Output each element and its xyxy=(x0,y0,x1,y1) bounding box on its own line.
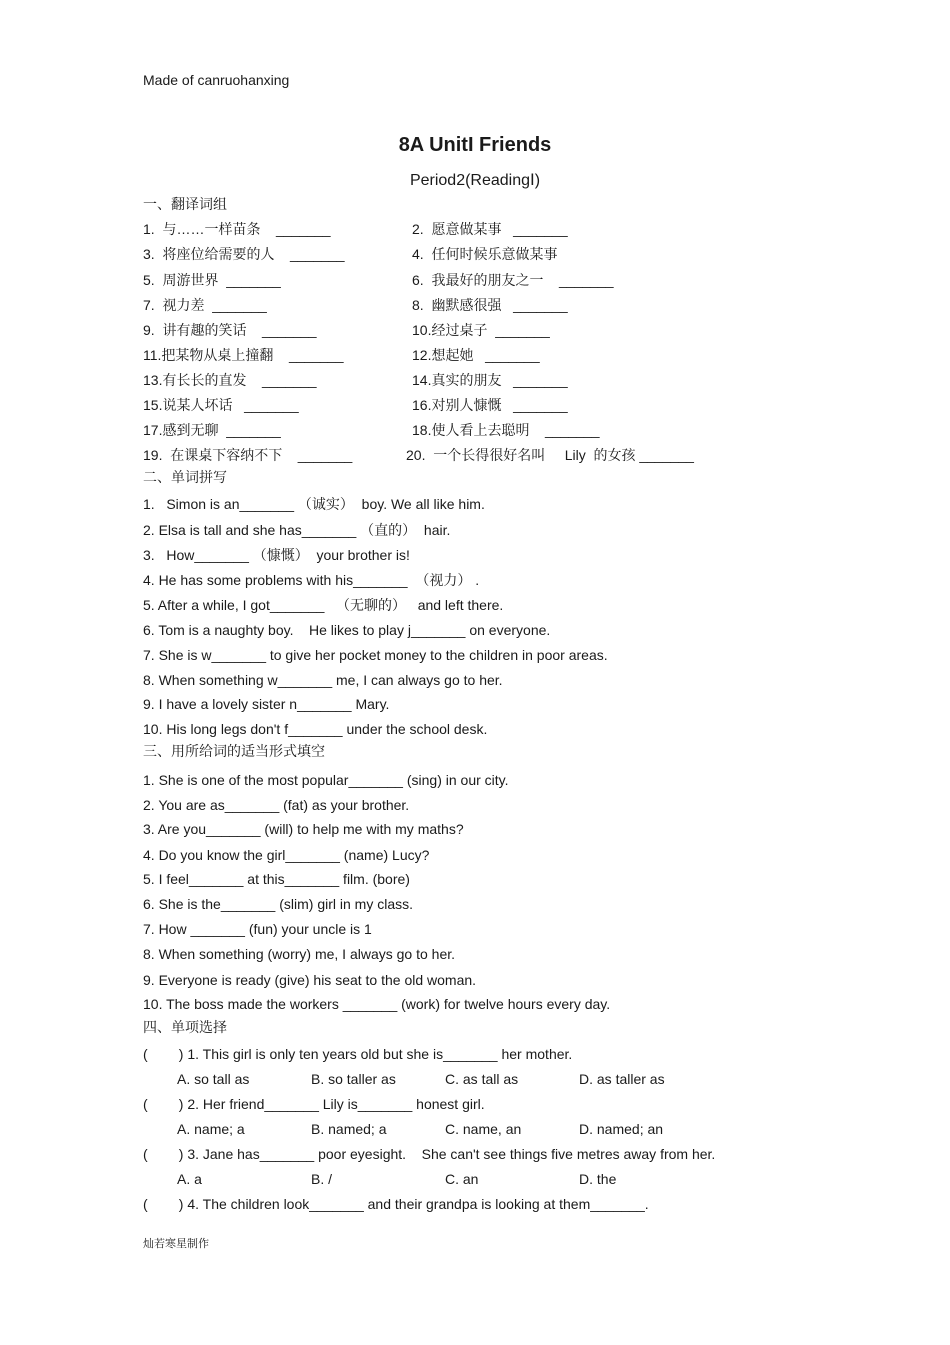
option-d: D. as taller as xyxy=(579,1071,665,1087)
spelling-item: 2. Elsa is tall and she has_______ （直的） hair. xyxy=(143,522,451,538)
phrase-item: 19. 在课桌下容纳不下 _______ xyxy=(143,447,353,463)
phrase-item: 17.感到无聊 _______ xyxy=(143,422,281,438)
phrase-item: 15.说某人坏话 _______ xyxy=(143,397,299,413)
word-form-item: 6. She is the_______ (slim) girl in my class. xyxy=(143,896,413,912)
phrase-item: 1. 与……一样苗条 _______ xyxy=(143,221,331,237)
spelling-item: 9. I have a lovely sister n_______ Mary. xyxy=(143,696,390,712)
section-heading-translate: 一、翻译词组 xyxy=(143,196,227,212)
section-heading-multiple-choice: 四、单项选择 xyxy=(143,1019,227,1035)
option-b: B. named; a xyxy=(311,1121,387,1137)
option-c: C. name, an xyxy=(445,1121,522,1137)
phrase-item: 18.使人看上去聪明 _______ xyxy=(412,422,600,438)
phrase-item: 13.有长长的直发 _______ xyxy=(143,372,317,388)
spelling-item: 6. Tom is a naughty boy. He likes to play j_______ on everyone. xyxy=(143,622,551,638)
phrase-item: 4. 任何时候乐意做某事 xyxy=(412,246,558,262)
page-footer: 灿若寒星制作 xyxy=(143,1237,209,1250)
phrase-item: 14.真实的朋友 _______ xyxy=(412,372,568,388)
word-form-item: 2. You are as_______ (fat) as your brother. xyxy=(143,797,410,813)
option-b: B. / xyxy=(311,1171,333,1187)
phrase-item: 11.把某物从桌上撞翻 _______ xyxy=(143,347,344,363)
option-a: A. name; a xyxy=(177,1121,245,1137)
phrase-item: 5. 周游世界 _______ xyxy=(143,272,281,288)
section-heading-spelling: 二、单词拼写 xyxy=(143,469,227,485)
document-title: 8A UnitI Friends xyxy=(398,134,552,156)
option-a: A. a xyxy=(177,1171,202,1187)
phrase-item: 20. 一个长得很好名叫 Lily 的女孩 _______ xyxy=(406,447,694,463)
phrase-item: 9. 讲有趣的笑话 _______ xyxy=(143,322,317,338)
spelling-item: 1. Simon is an_______ （诚实） boy. We all like him. xyxy=(143,496,485,512)
word-form-item: 9. Everyone is ready (give) his seat to the old woman. xyxy=(143,972,477,988)
word-form-item: 3. Are you_______ (will) to help me with my maths? xyxy=(143,821,464,837)
question-text: ( ) 2. Her friend_______ Lily is_______ honest girl. xyxy=(143,1096,485,1112)
phrase-item: 2. 愿意做某事 _______ xyxy=(412,221,568,237)
option-b: B. so taller as xyxy=(311,1071,396,1087)
option-d: D. the xyxy=(579,1171,617,1187)
word-form-item: 1. She is one of the most popular_______ (sing) in our city. xyxy=(143,772,509,788)
phrase-item: 16.对别人慷慨 _______ xyxy=(412,397,568,413)
phrase-item: 12.想起她 _______ xyxy=(412,347,540,363)
phrase-item: 10.经过桌子 _______ xyxy=(412,322,550,338)
document-subtitle: Period2(ReadingⅠ) xyxy=(409,172,541,189)
option-a: A. so tall as xyxy=(177,1071,250,1087)
word-form-item: 4. Do you know the girl_______ (name) Lucy? xyxy=(143,847,430,863)
phrase-item: 6. 我最好的朋友之一 _______ xyxy=(412,272,614,288)
page-header: Made of canruohanxing xyxy=(143,72,290,88)
word-form-item: 5. I feel_______ at this_______ film. (bore) xyxy=(143,871,410,887)
spelling-item: 3. How_______ （慷慨） your brother is! xyxy=(143,547,410,563)
option-c: C. as tall as xyxy=(445,1071,519,1087)
word-form-item: 8. When something (worry) me, I always go to her. xyxy=(143,946,456,962)
spelling-item: 7. She is w_______ to give her pocket money to the children in poor areas. xyxy=(143,647,608,663)
word-form-item: 10. The boss made the workers _______ (work) for twelve hours every day. xyxy=(143,996,611,1012)
spelling-item: 5. After a while, I got_______ （无聊的） and left there. xyxy=(143,597,504,613)
word-form-item: 7. How _______ (fun) your uncle is 1 xyxy=(143,921,372,937)
spelling-item: 10. His long legs don't f_______ under the school desk. xyxy=(143,721,488,737)
phrase-item: 8. 幽默感很强 _______ xyxy=(412,297,568,313)
spelling-item: 8. When something w_______ me, I can always go to her. xyxy=(143,672,503,688)
option-c: C. an xyxy=(445,1171,479,1187)
question-text: ( ) 1. This girl is only ten years old but she is_______ her mother. xyxy=(143,1046,573,1062)
section-heading-word-forms: 三、用所给词的适当形式填空 xyxy=(143,743,325,759)
phrase-item: 3. 将座位给需要的人 _______ xyxy=(143,246,345,262)
phrase-item: 7. 视力差 _______ xyxy=(143,297,267,313)
question-text: ( ) 4. The children look_______ and their grandpa is looking at them_______. xyxy=(143,1196,649,1212)
spelling-item: 4. He has some problems with his_______ （视力） . xyxy=(143,572,480,588)
option-d: D. named; an xyxy=(579,1121,664,1137)
question-text: ( ) 3. Jane has_______ poor eyesight. She can't see things five metres away from her. xyxy=(143,1146,716,1162)
